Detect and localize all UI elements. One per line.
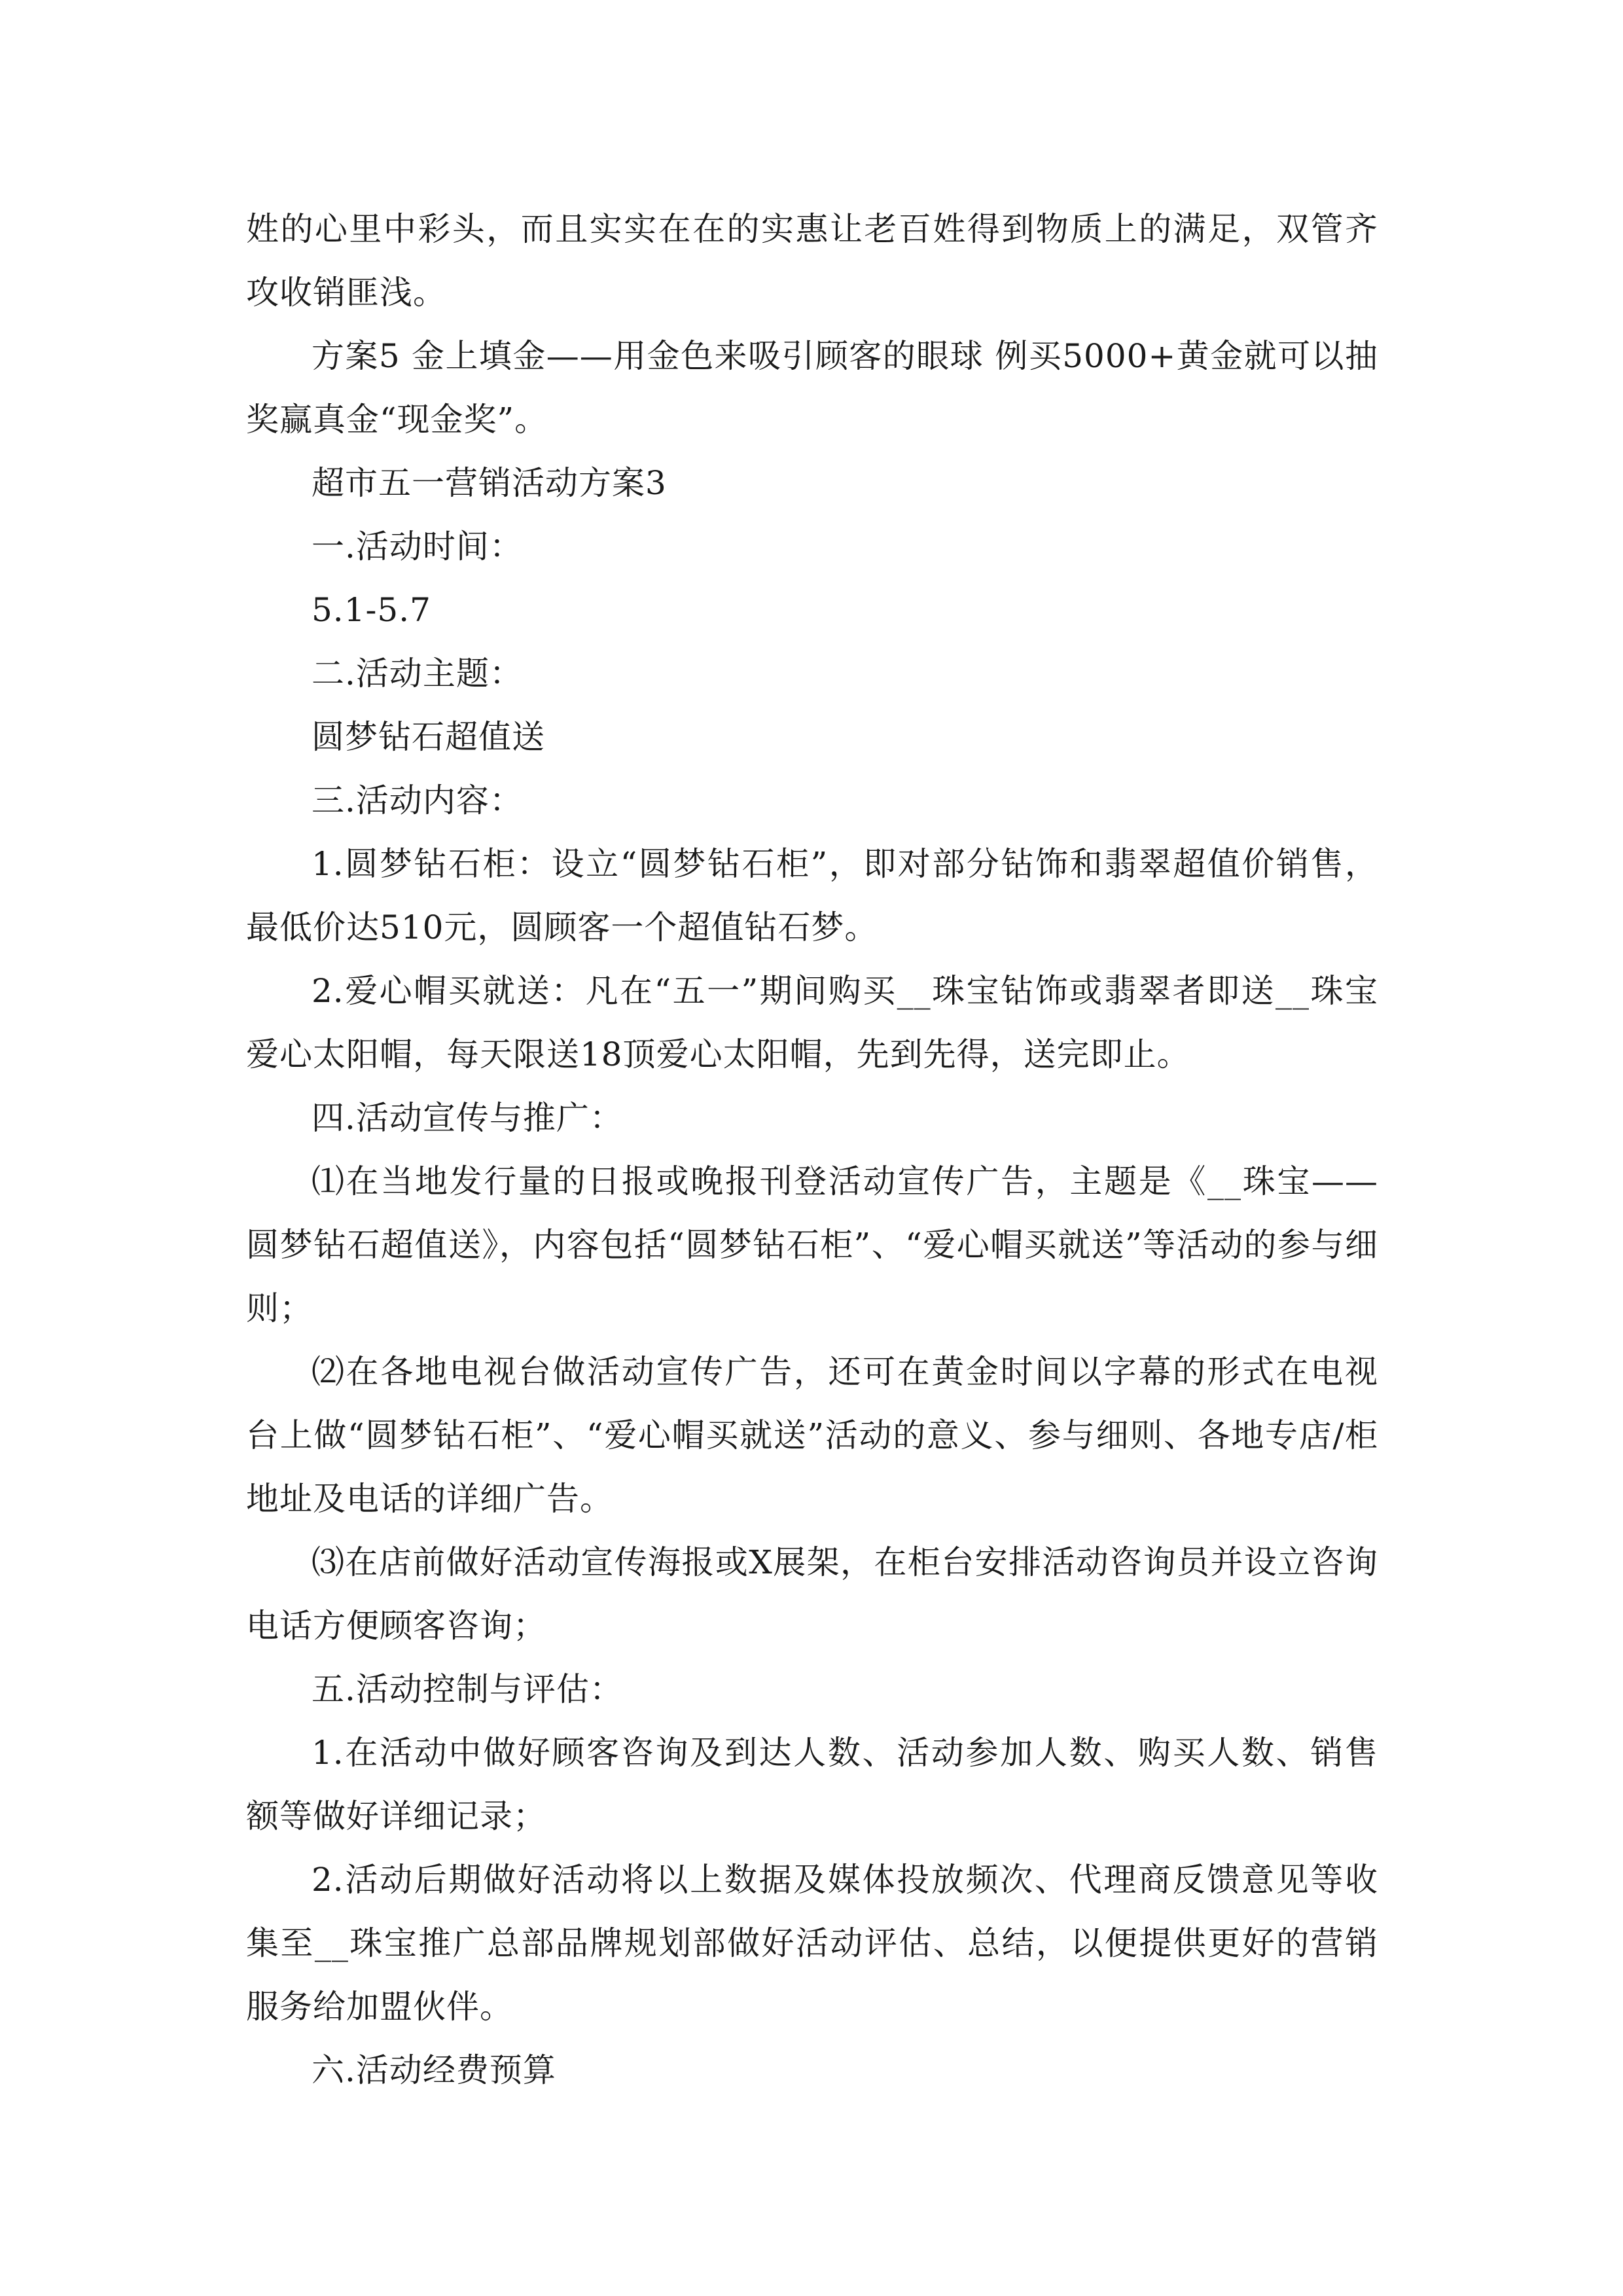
heading-promotion: 四.活动宣传与推广： bbox=[312, 1099, 623, 1137]
heading-activity-content: 三.活动内容： bbox=[312, 781, 523, 819]
paragraph: 姓的心里中彩头，而且实实在在的实惠让老百姓得到物质上的满足，双管齐攻收销匪浅。 bbox=[246, 210, 1378, 312]
paragraph: 5.1-5.7 bbox=[312, 591, 431, 629]
paragraph: 2.爱心帽买就送：凡在“五一”期间购买__珠宝钻饰或翡翠者即送__珠宝爱心太阳帽，每天限送18顶爱心太阳帽，先到先得，送完即止。 bbox=[246, 972, 1378, 1073]
heading-control-evaluation: 五.活动控制与评估： bbox=[312, 1670, 623, 1708]
heading-budget: 六.活动经费预算 bbox=[312, 2051, 556, 2089]
paragraph: ⑴在当地发行量的日报或晚报刊登活动宣传广告，主题是《__珠宝——圆梦钻石超值送》，内容包括“圆梦钻石柜”、“爱心帽买就送”等活动的参与细则； bbox=[246, 1162, 1378, 1327]
paragraph: 1.圆梦钻石柜：设立“圆梦钻石柜”，即对部分钻饰和翡翠超值价销售，最低价达510元，圆顾客一个超值钻石梦。 bbox=[246, 845, 1378, 946]
paragraph: ⑵在各地电视台做活动宣传广告，还可在黄金时间以字幕的形式在电视台上做“圆梦钻石柜”、“爱心帽买就送”活动的意义、参与细则、各地专店/柜地址及电话的详细广告。 bbox=[246, 1353, 1378, 1518]
heading-activity-theme: 二.活动主题： bbox=[312, 655, 523, 692]
section-title: 超市五一营销活动方案3 bbox=[312, 464, 667, 502]
document-body bbox=[246, 198, 1378, 2102]
heading-activity-time: 一.活动时间： bbox=[312, 528, 523, 565]
paragraph: ⑶在店前做好活动宣传海报或X展架，在柜台安排活动咨询员并设立咨询电话方便顾客咨询； bbox=[246, 1543, 1378, 1645]
paragraph: 1.在活动中做好顾客咨询及到达人数、活动参加人数、购买人数、销售额等做好详细记录； bbox=[246, 1734, 1378, 1835]
paragraph: 2.活动后期做好活动将以上数据及媒体投放频次、代理商反馈意见等收集至__珠宝推广总部品牌规划部做好活动评估、总结，以便提供更好的营销服务给加盟伙伴。 bbox=[246, 1861, 1378, 2026]
paragraph: 圆梦钻石超值送 bbox=[312, 718, 545, 756]
paragraph: 方案5 金上填金——用金色来吸引顾客的眼球 例买5000+黄金就可以抽奖赢真金“现金奖”。 bbox=[246, 337, 1378, 439]
